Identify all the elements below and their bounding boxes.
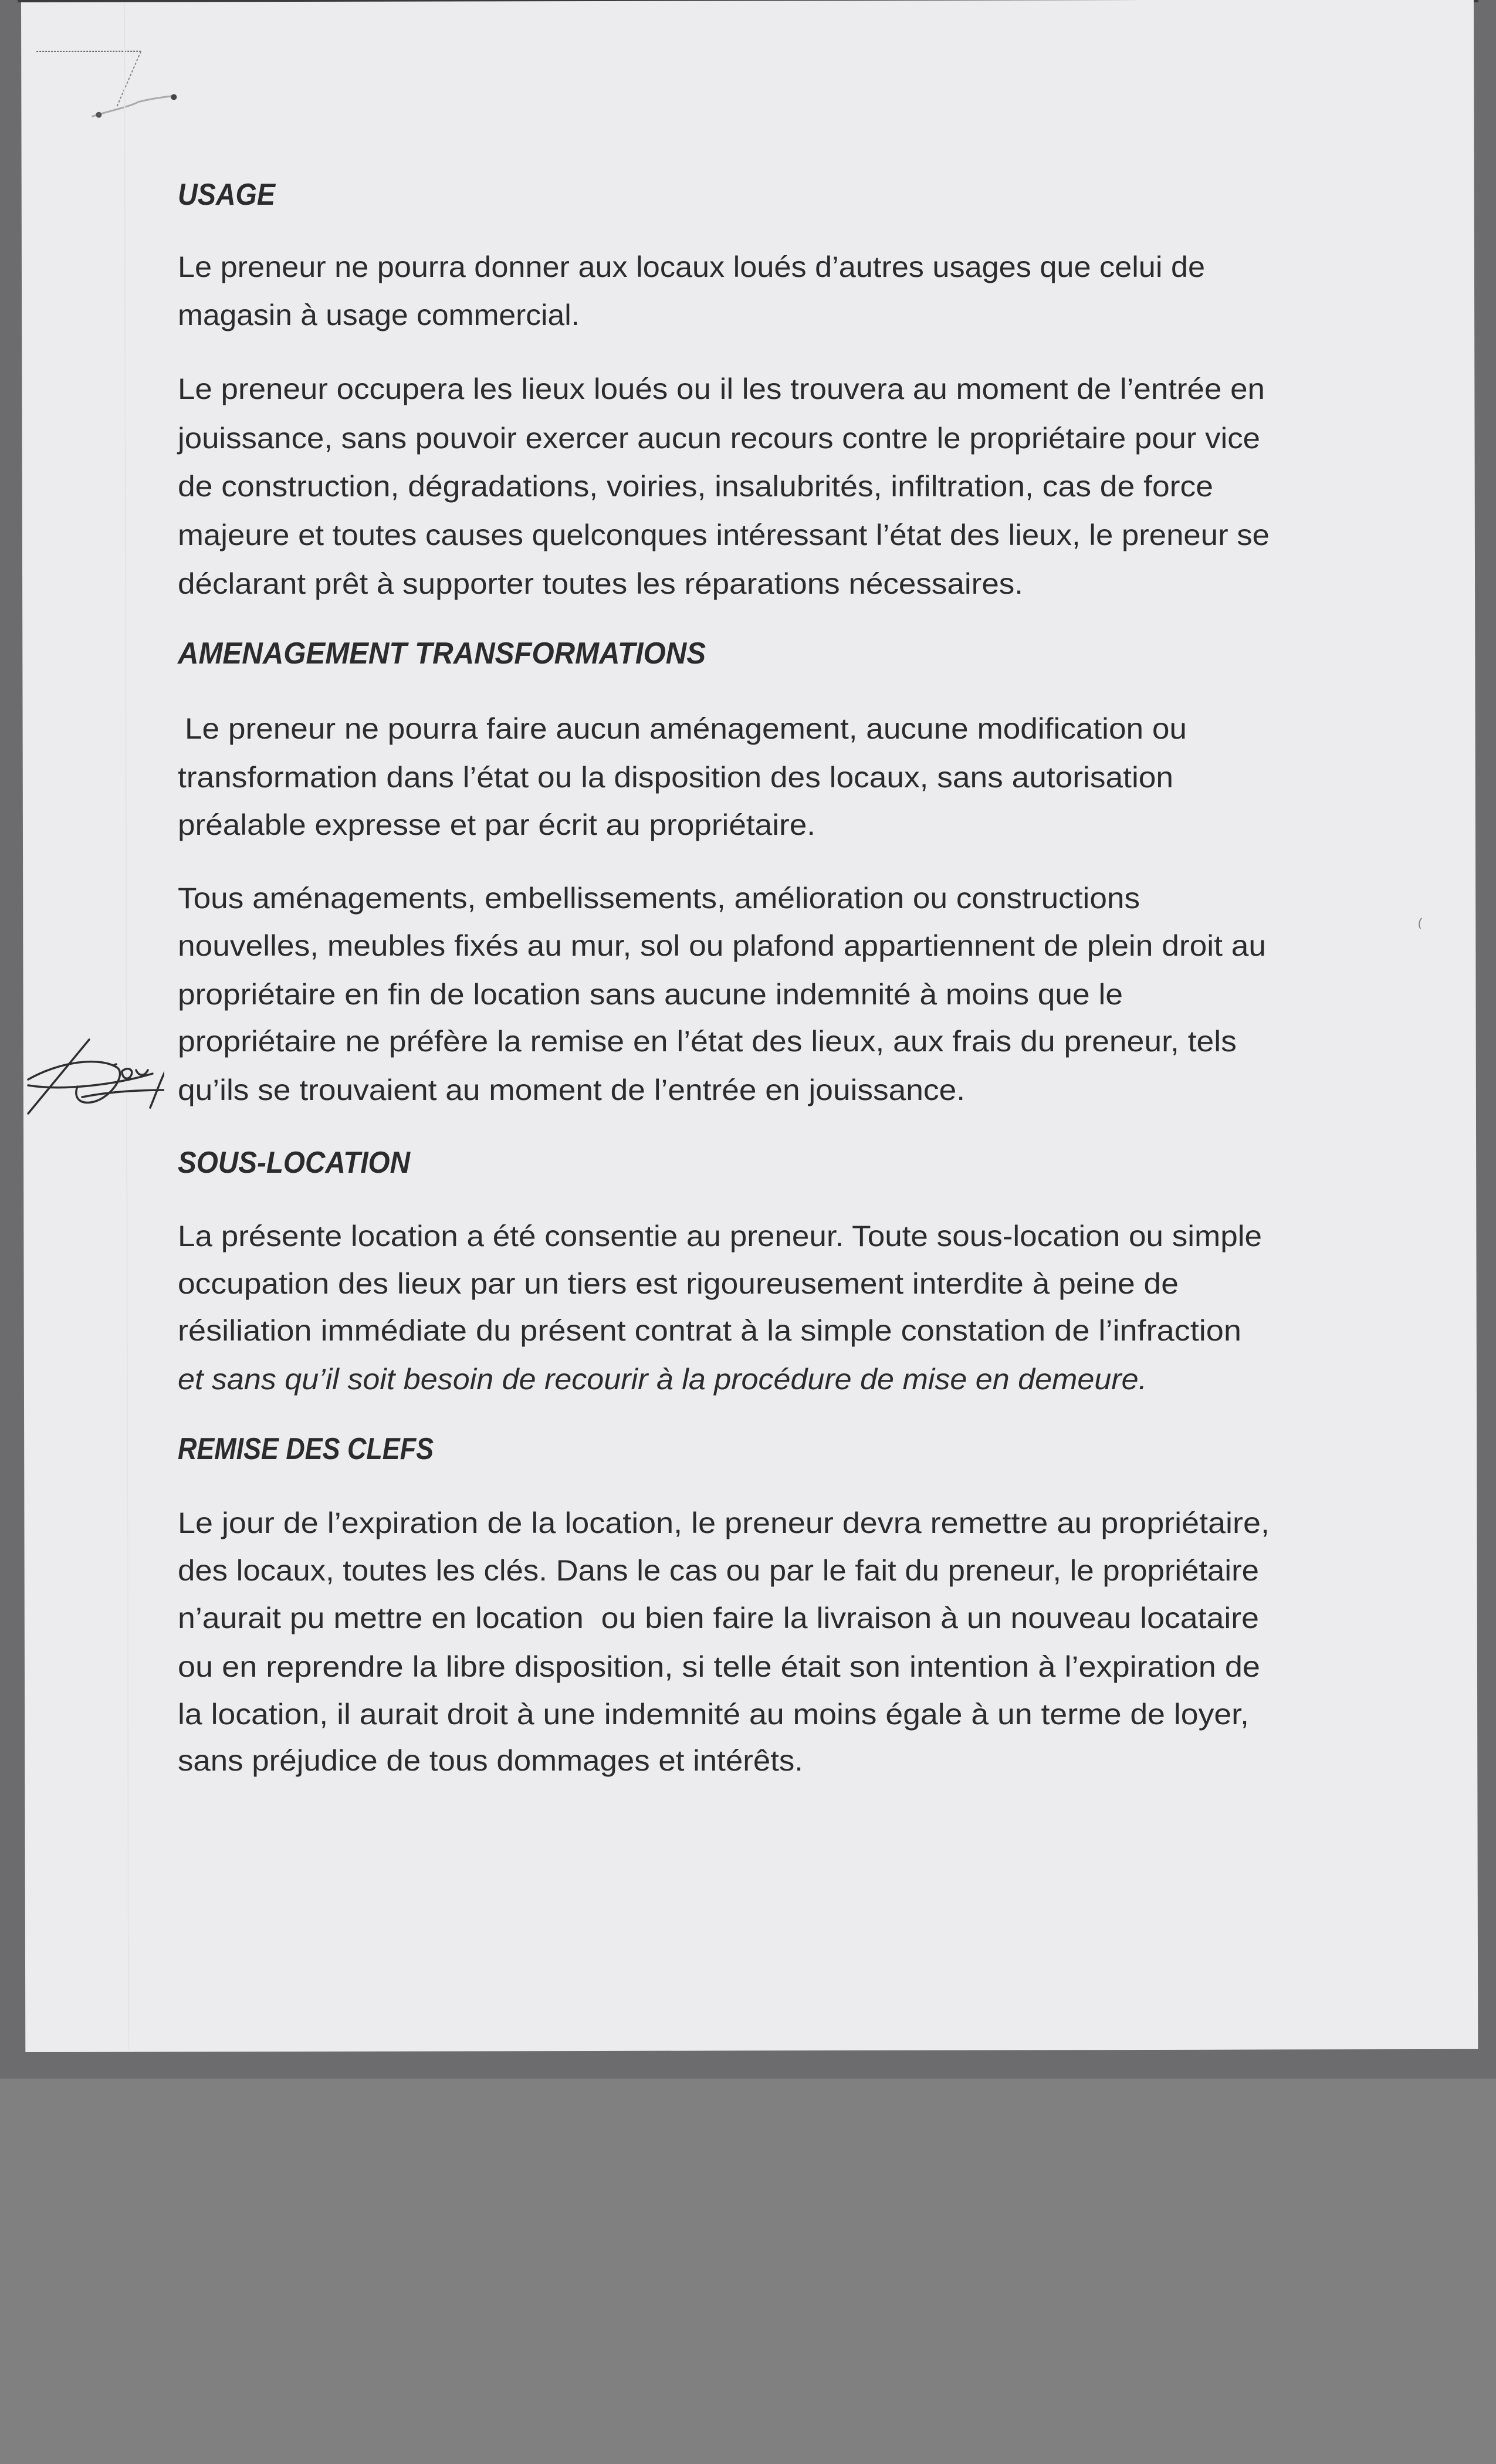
paragraph-line: Tous aménagements, embellissements, amélioration ou constructions (178, 882, 1140, 915)
paragraph-line: n’aurait pu mettre en location ou bien faire la livraison à un nouveau locataire (178, 1602, 1259, 1634)
section-heading: REMISE DES CLEFS (178, 1432, 434, 1467)
paragraph-line: et sans qu’il soit besoin de recourir à la procédure de mise en demeure. (178, 1363, 1148, 1396)
section-heading: AMENAGEMENT TRANSFORMATIONS (178, 637, 706, 671)
paragraph-line: préalable expresse et par écrit au propriétaire. (178, 808, 816, 841)
paragraph-line: sans préjudice de tous dommages et intérêts. (178, 1744, 803, 1777)
paragraph-line: magasin à usage commercial. (178, 299, 580, 331)
paragraph-line: majeure et toutes causes quelconques intéressant l’état des lieux, le preneur se (178, 519, 1270, 551)
paragraph-line: propriétaire ne préfère la remise en l’état des lieux, aux frais du preneur, tels (178, 1025, 1237, 1058)
paragraph-line: nouvelles, meubles fixés au mur, sol ou plafond appartiennent de plein droit au (178, 929, 1267, 962)
paragraph-line: déclarant prêt à supporter toutes les réparations nécessaires. (178, 567, 1024, 600)
section-heading: SOUS-LOCATION (178, 1146, 410, 1180)
paragraph-line: de construction, dégradations, voiries, insalubrités, infiltration, cas de force (178, 470, 1213, 503)
paragraph-line: Le preneur ne pourra faire aucun aménagement, aucune modification ou (185, 712, 1187, 745)
paragraph-line: Le jour de l’expiration de la location, le preneur devra remettre au propriétaire, (178, 1507, 1270, 1539)
paragraph-line: des locaux, toutes les clés. Dans le cas ou par le fait du preneur, le propriétaire (178, 1554, 1259, 1587)
paragraph-line: résiliation immédiate du présent contrat à la simple constation de l’infraction (178, 1314, 1241, 1347)
paragraph-line: ou en reprendre la libre disposition, si telle était son intention à l’expiration de (178, 1650, 1260, 1683)
paragraph-line: propriétaire en fin de location sans aucune indemnité à moins que le (178, 978, 1123, 1011)
paragraph-line: La présente location a été consentie au preneur. Toute sous-location ou simple (178, 1220, 1262, 1253)
section-heading: USAGE (178, 178, 276, 212)
paragraph-line: qu’ils se trouvaient au moment de l’entrée en jouissance. (178, 1074, 966, 1106)
paragraph-line: la location, il aurait droit à une indemnité au moins égale à un terme de loyer, (178, 1698, 1249, 1731)
paragraph-line: Le preneur occupera les lieux loués ou il les trouvera au moment de l’entrée en (178, 373, 1265, 405)
paragraph-line: Le preneur ne pourra donner aux locaux loués d’autres usages que celui de (178, 251, 1206, 283)
paragraph-line: jouissance, sans pouvoir exercer aucun recours contre le propriétaire pour vice (178, 422, 1260, 455)
paragraph-line: transformation dans l’état ou la disposition des locaux, sans autorisation (178, 761, 1174, 794)
paragraph-line: occupation des lieux par un tiers est rigoureusement interdite à peine de (178, 1267, 1179, 1300)
